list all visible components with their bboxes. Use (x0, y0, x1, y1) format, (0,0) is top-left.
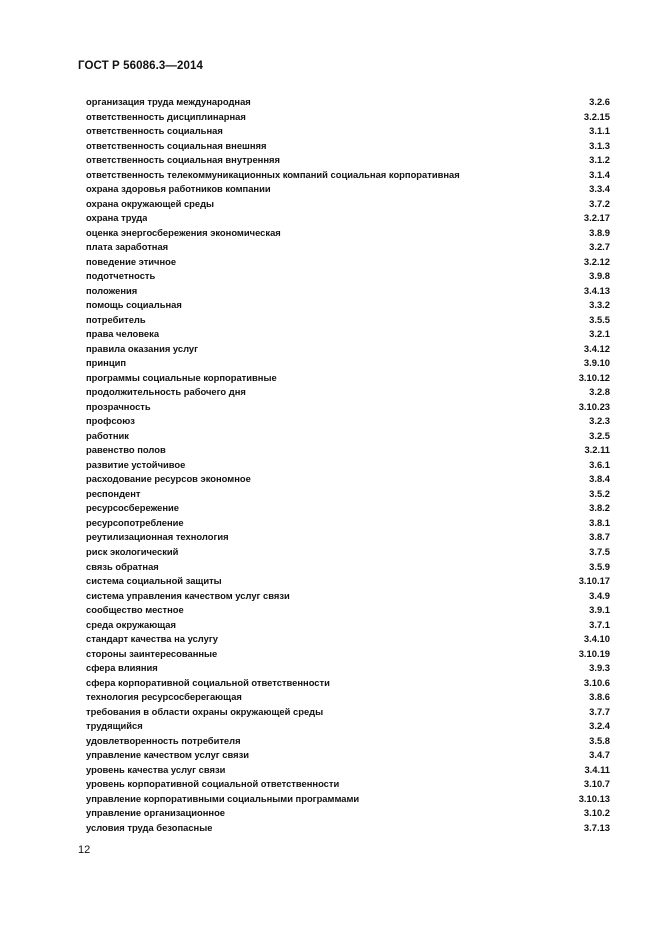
index-entry (86, 371, 610, 386)
index-entry (86, 748, 610, 763)
index-entry (86, 530, 610, 545)
index-entry (86, 647, 610, 662)
document-header: ГОСТ Р 56086.3—2014 (78, 60, 203, 72)
index-entry (86, 443, 610, 458)
index-term: прозрачность (86, 400, 151, 412)
index-entry (86, 763, 610, 778)
index-term: технология ресурсосберегающая (86, 691, 242, 703)
index-entry (86, 487, 610, 502)
index-term: уровень корпоративной социальной ответственности (86, 778, 340, 790)
index-section-ref: 3.6.1 (589, 458, 610, 470)
index-section-ref: 3.8.9 (589, 226, 610, 238)
index-section-ref: 3.2.3 (589, 415, 610, 427)
index-section-ref: 3.1.3 (589, 139, 610, 151)
page-number: 12 (78, 844, 91, 856)
index-entry (86, 356, 610, 371)
index-section-ref: 3.10.13 (578, 792, 610, 804)
index-section-ref: 3.4.7 (589, 749, 610, 761)
index-term: условия труда безопасные (86, 821, 213, 833)
index-entry (86, 603, 610, 618)
index-section-ref: 3.2.17 (583, 212, 610, 224)
index-term: охрана окружающей среды (86, 197, 215, 209)
index-term: система управления качеством услуг связи (86, 589, 290, 601)
index-term: сообщество местное (86, 604, 184, 616)
index-term: ответственность дисциплинарная (86, 110, 246, 122)
index-term: стандарт качества на услугу (86, 633, 218, 645)
index-section-ref: 3.2.5 (589, 429, 610, 441)
index-section-ref: 3.10.2 (583, 807, 610, 819)
index-section-ref: 3.10.6 (583, 676, 610, 688)
index-section-ref: 3.9.8 (589, 270, 610, 282)
index-term: программы социальные корпоративные (86, 371, 277, 383)
index-entry (86, 211, 610, 226)
index-entry (86, 298, 610, 313)
index-entry (86, 545, 610, 560)
index-term: сфера корпоративной социальной ответственности (86, 676, 330, 688)
index-term: уровень качества услуг связи (86, 763, 226, 775)
index-section-ref: 3.2.7 (589, 241, 610, 253)
index-term: плата заработная (86, 241, 169, 253)
index-section-ref: 3.9.10 (583, 357, 610, 369)
index-term: охрана здоровья работников компании (86, 183, 271, 195)
index-section-ref: 3.7.1 (589, 618, 610, 630)
index-term: трудящийся (86, 720, 143, 732)
index-section-ref: 3.4.9 (589, 589, 610, 601)
index-term: равенство полов (86, 444, 166, 456)
index-entry (86, 269, 610, 284)
index-term: респондент (86, 487, 141, 499)
index-section-ref: 3.8.4 (589, 473, 610, 485)
index-entry (86, 516, 610, 531)
index-section-ref: 3.4.13 (583, 284, 610, 296)
index-section-ref: 3.10.19 (578, 647, 610, 659)
index-section-ref: 3.9.1 (589, 604, 610, 616)
index-entry (86, 777, 610, 792)
index-entry (86, 110, 610, 125)
index-section-ref: 3.1.4 (589, 168, 610, 180)
index-term: расходование ресурсов экономное (86, 473, 251, 485)
index-term: положения (86, 284, 138, 296)
index-entry (86, 806, 610, 821)
index-term: охрана труда (86, 212, 148, 224)
index-entry (86, 560, 610, 575)
index-section-ref: 3.5.8 (589, 734, 610, 746)
index-entry (86, 690, 610, 705)
index-entry (86, 501, 610, 516)
index-entry (86, 472, 610, 487)
index-term: требования в области охраны окружающей среды (86, 705, 324, 717)
index-term: подотчетность (86, 270, 156, 282)
index-section-ref: 3.4.11 (584, 763, 610, 775)
index-term: оценка энергосбережения экономическая (86, 226, 281, 238)
index-entry (86, 255, 610, 270)
index-entry (86, 197, 610, 212)
index-term: среда окружающая (86, 618, 176, 630)
index-entry (86, 661, 610, 676)
index-term: ресурсопотребление (86, 516, 184, 528)
index-entry (86, 284, 610, 299)
index-entry (86, 458, 610, 473)
index-entry (86, 313, 610, 328)
index-term: ответственность телекоммуникационных компаний социальная корпоративная (86, 168, 460, 180)
index-entry (86, 168, 610, 183)
index-section-ref: 3.10.12 (578, 371, 610, 383)
index-entry (86, 589, 610, 604)
index-term: работник (86, 429, 129, 441)
index-section-ref: 3.7.13 (583, 821, 610, 833)
index-entry (86, 705, 610, 720)
index-term: организация труда международная (86, 96, 251, 107)
index-entry (86, 95, 610, 110)
index-entry (86, 719, 610, 734)
index-term: реутилизационная технология (86, 531, 229, 543)
index-section-ref: 3.3.4 (589, 183, 610, 195)
index-section-ref: 3.2.8 (589, 386, 610, 398)
index-section-ref: 3.2.12 (583, 255, 610, 267)
index-section-ref: 3.2.1 (589, 328, 610, 340)
index-section-ref: 3.2.4 (589, 720, 610, 732)
index-entry (86, 676, 610, 691)
index-term: связь обратная (86, 560, 159, 572)
index-term: управление организационное (86, 807, 226, 819)
index-term: продолжительность рабочего дня (86, 386, 246, 398)
index-section-ref: 3.4.12 (583, 342, 610, 354)
index-section-ref: 3.10.17 (578, 575, 610, 587)
index-term: ответственность социальная внешняя (86, 139, 267, 151)
index-entry (86, 385, 610, 400)
index-term: права человека (86, 328, 160, 340)
index-section-ref: 3.5.9 (589, 560, 610, 572)
index-entry (86, 226, 610, 241)
index-term: риск экологический (86, 545, 179, 557)
index-term: сфера влияния (86, 662, 158, 674)
index-entry (86, 342, 610, 357)
index-section-ref: 3.5.2 (589, 487, 610, 499)
index-entry (86, 240, 610, 255)
index-term: потребитель (86, 313, 146, 325)
index-section-ref: 3.2.6 (589, 96, 610, 107)
index-term: удовлетворенность потребителя (86, 734, 241, 746)
index-section-ref: 3.7.2 (589, 197, 610, 209)
index-section-ref: 3.8.6 (589, 691, 610, 703)
index-section-ref: 3.9.3 (589, 662, 610, 674)
index-entry (86, 574, 610, 589)
index-section-ref: 3.7.5 (589, 545, 610, 557)
index-section-ref: 3.1.2 (589, 154, 610, 166)
index-section-ref: 3.4.10 (583, 633, 610, 645)
index-entry (86, 414, 610, 429)
index-section-ref: 3.5.5 (589, 313, 610, 325)
index-section-ref: 3.2.15 (583, 110, 610, 122)
index-entry (86, 632, 610, 647)
index-entry (86, 821, 610, 836)
index-entry (86, 153, 610, 168)
index-term: ответственность социальная внутренняя (86, 154, 280, 166)
index-section-ref: 3.1.1 (589, 125, 610, 137)
index-term: профсоюз (86, 415, 135, 427)
index-section-ref: 3.8.7 (589, 531, 610, 543)
index-section-ref: 3.7.7 (589, 705, 610, 717)
alphabetical-index (86, 95, 610, 835)
index-entry (86, 429, 610, 444)
index-entry (86, 618, 610, 633)
index-term: развитие устойчивое (86, 458, 186, 470)
index-entry (86, 124, 610, 139)
index-term: ресурсосбережение (86, 502, 179, 514)
index-section-ref: 3.8.1 (589, 516, 610, 528)
index-term: стороны заинтересованные (86, 647, 218, 659)
index-term: система социальной защиты (86, 575, 222, 587)
index-section-ref: 3.10.7 (583, 778, 610, 790)
index-entry (86, 139, 610, 154)
index-term: поведение этичное (86, 255, 177, 267)
index-section-ref: 3.8.2 (589, 502, 610, 514)
index-section-ref: 3.10.23 (578, 400, 610, 412)
index-section-ref: 3.3.2 (589, 299, 610, 311)
index-entry (86, 327, 610, 342)
index-section-ref: 3.2.11 (584, 444, 610, 456)
index-term: управление корпоративными социальными программами (86, 792, 360, 804)
index-entry (86, 792, 610, 807)
index-term: помощь социальная (86, 299, 182, 311)
index-entry (86, 182, 610, 197)
index-term: правила оказания услуг (86, 342, 199, 354)
index-entry (86, 734, 610, 749)
index-term: ответственность социальная (86, 125, 223, 137)
index-term: принцип (86, 357, 127, 369)
index-entry (86, 400, 610, 415)
index-term: управление качеством услуг связи (86, 749, 250, 761)
